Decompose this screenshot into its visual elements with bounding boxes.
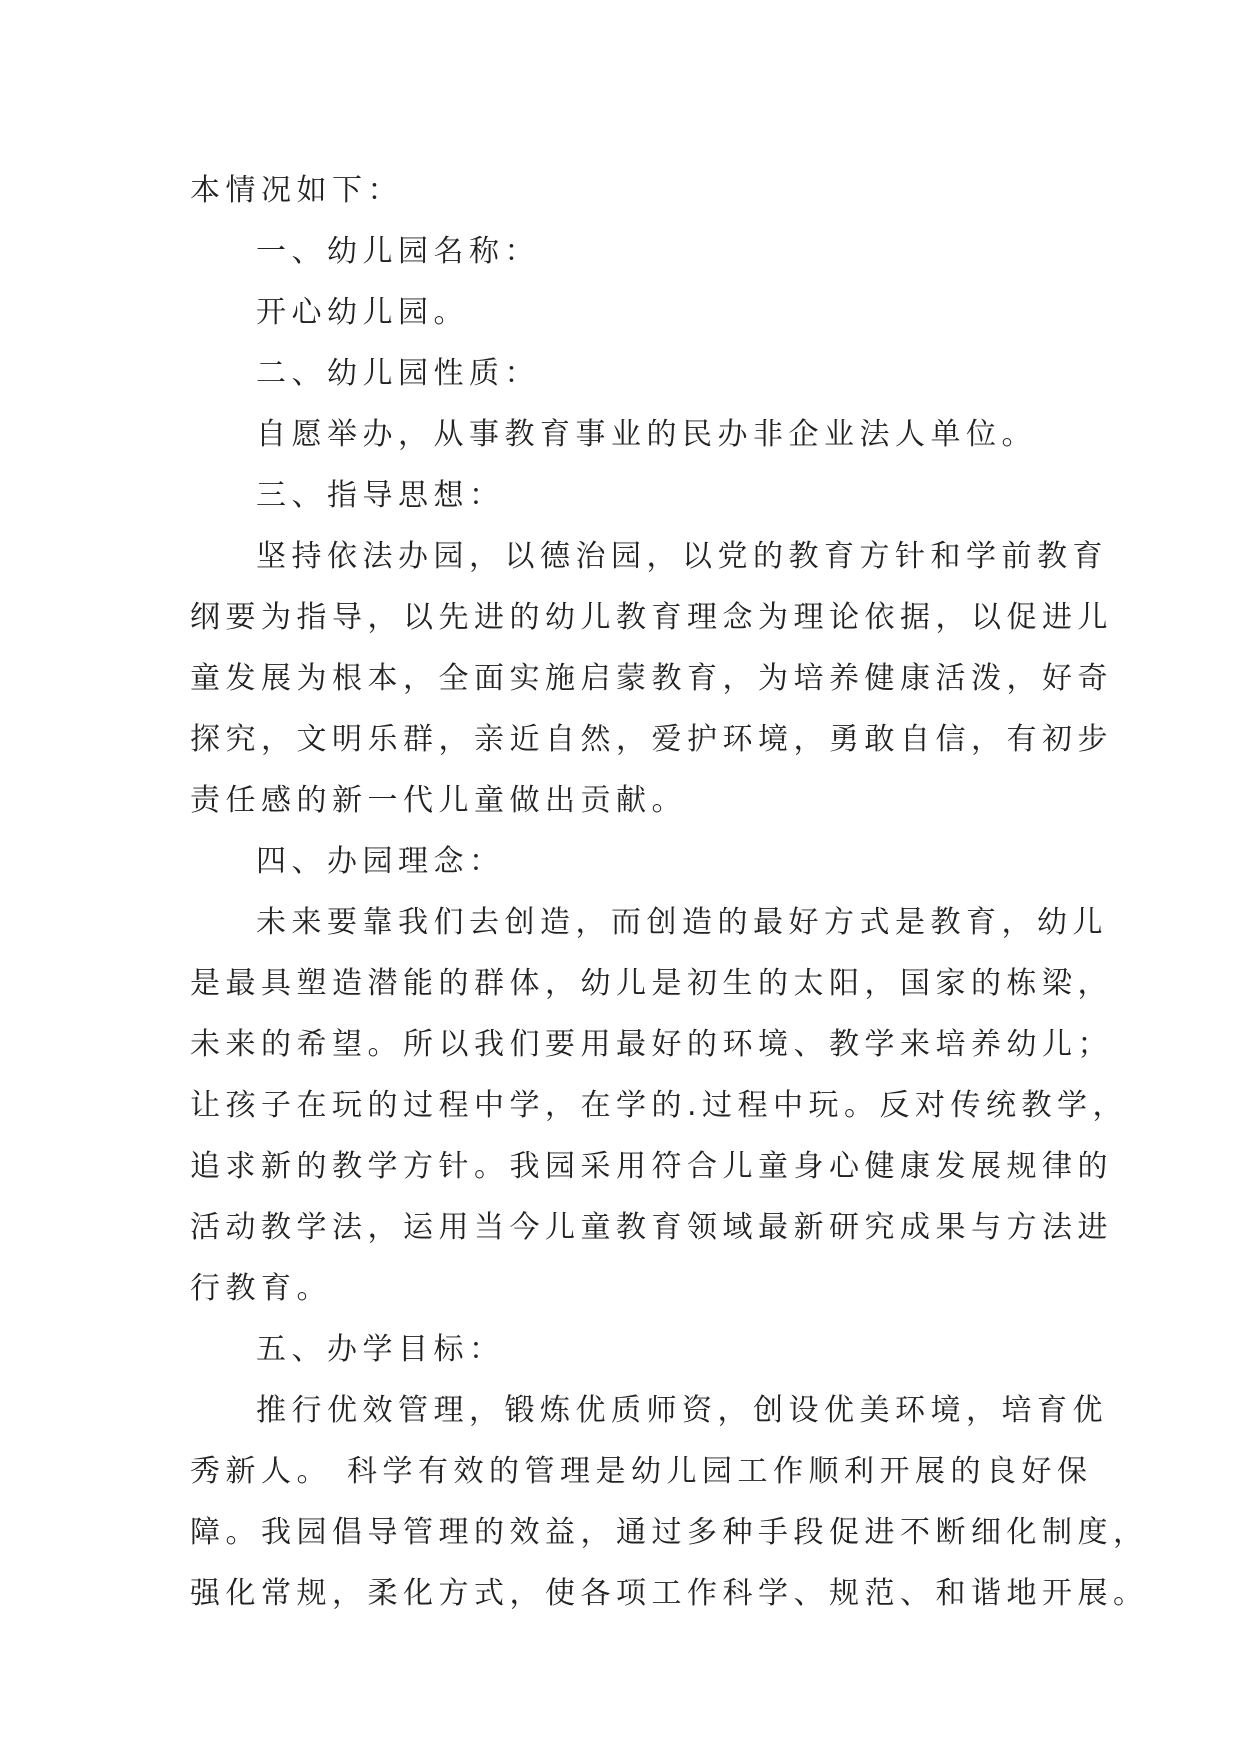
- intro-line: 本情况如下：: [190, 173, 403, 208]
- paragraph-line: 开心幼儿园。: [256, 295, 469, 330]
- paragraph-line: 秀新人。 科学有效的管理是幼儿园工作顺利开展的良好保: [190, 1454, 1093, 1489]
- document-body: [190, 160, 1149, 1624]
- paragraph-line: 推行优效管理，锻炼优质师资，创设优美环境，培育优: [256, 1393, 1108, 1428]
- paragraph-line: 障。我园倡导管理的效益，通过多种手段促进不断细化制度，: [190, 1515, 1149, 1550]
- paragraph-line: 强化常规，柔化方式，使各项工作科学、规范、和谐地开展。: [190, 1576, 1149, 1611]
- paragraph-line: 自愿举办，从事教育事业的民办非企业法人单位。: [256, 417, 1037, 452]
- section-heading-guiding-ideology: 三、指导思想：: [256, 478, 505, 513]
- paragraph-line: 探究，文明乐群，亲近自然，爱护环境，勇敢自信，有初步: [190, 722, 1113, 757]
- paragraph-line: 是最具塑造潜能的群体，幼儿是初生的太阳，国家的栋梁，: [190, 966, 1113, 1001]
- paragraph-line: 未来要靠我们去创造，而创造的最好方式是教育，幼儿: [256, 905, 1108, 940]
- paragraph-line: 童发展为根本，全面实施启蒙教育，为培养健康活泼，好奇: [190, 661, 1113, 696]
- section-heading-nature: 二、幼儿园性质：: [256, 356, 540, 391]
- section-heading-name: 一、幼儿园名称：: [256, 234, 540, 269]
- paragraph-line: 纲要为指导，以先进的幼儿教育理念为理论依据，以促进儿: [190, 600, 1113, 635]
- paragraph-line: 行教育。: [190, 1271, 332, 1306]
- paragraph-line: 让孩子在玩的过程中学，在学的.过程中玩。反对传统教学，: [190, 1088, 1129, 1123]
- paragraph-line: 坚持依法办园，以德治园，以党的教育方针和学前教育: [256, 539, 1108, 574]
- paragraph-line: 活动教学法，运用当今儿童教育领域最新研究成果与方法进: [190, 1210, 1113, 1245]
- paragraph-line: 追求新的教学方针。我园采用符合儿童身心健康发展规律的: [190, 1149, 1113, 1184]
- section-heading-philosophy: 四、办园理念：: [256, 844, 505, 879]
- section-heading-goals: 五、办学目标：: [256, 1332, 505, 1367]
- paragraph-line: 未来的希望。所以我们要用最好的环境、教学来培养幼儿；: [190, 1027, 1113, 1062]
- paragraph-line: 责任感的新一代儿童做出贡献。: [190, 783, 687, 818]
